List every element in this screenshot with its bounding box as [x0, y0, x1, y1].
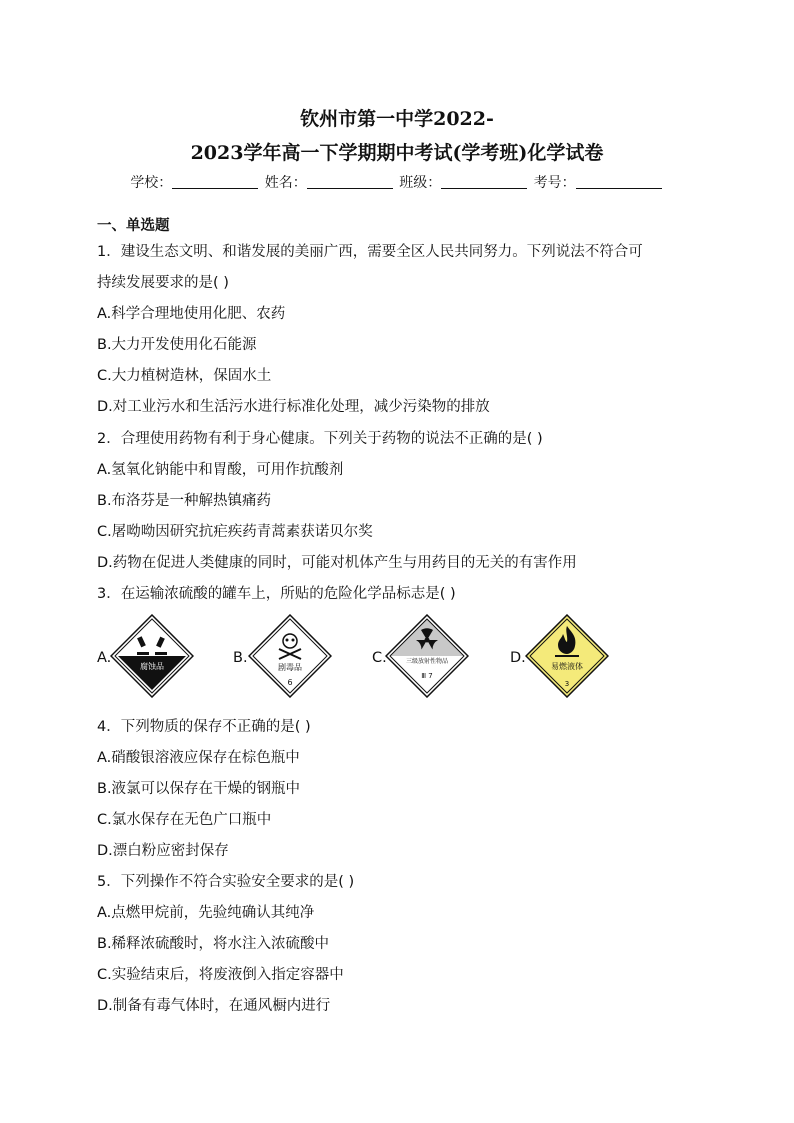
section-heading: 一、单选题 [97, 218, 170, 234]
radioactive-sign-number: Ⅲ 7 [421, 672, 433, 680]
q2-option-b: B.布洛芬是一种解热镇痛药 [97, 493, 272, 509]
q4-option-b: B.液氯可以保存在干燥的钢瓶中 [97, 781, 301, 797]
q1-option-c: C.大力植树造林，保固水土 [97, 368, 272, 384]
q4-option-a: A.硝酸银溶液应保存在棕色瓶中 [97, 750, 300, 766]
radioactive-sign-icon [385, 614, 469, 698]
flammable-liquid-sign-icon [525, 614, 609, 698]
flammable-sign-number: 3 [564, 680, 570, 688]
id-field-label: 考号： [533, 175, 576, 191]
class-field-blank[interactable] [441, 176, 527, 189]
q4-option-c: C.氯水保存在无色广口瓶中 [97, 812, 272, 828]
q2-stem: 2．合理使用药物有利于身心健康。下列关于药物的说法不正确的是( ) [97, 431, 543, 447]
student-info-row [0, 172, 794, 192]
exam-title-line2: 2023学年高一下学期期中考试(学考班)化学试卷 [190, 142, 604, 164]
q5-option-b: B.稀释浓硫酸时，将水注入浓硫酸中 [97, 936, 330, 952]
class-field-label: 班级： [399, 175, 442, 191]
q1-stem-line2: 持续发展要求的是( ) [97, 275, 229, 291]
q3-stem: 3．在运输浓硫酸的罐车上，所贴的危险化学品标志是( ) [97, 586, 456, 602]
q4-stem: 4．下列物质的保存不正确的是( ) [97, 719, 311, 735]
q2-option-c: C.屠呦呦因研究抗疟疾药青蒿素获诺贝尔奖 [97, 524, 373, 540]
q2-option-d: D.药物在促进人类健康的同时，可能对机体产生与用药目的无关的有害作用 [97, 555, 577, 571]
id-field-blank[interactable] [576, 176, 662, 189]
q5-stem: 5．下列操作不符合实验安全要求的是( ) [97, 874, 355, 890]
school-field-label: 学校： [130, 175, 173, 191]
q4-option-d: D.漂白粉应密封保存 [97, 843, 229, 859]
q1-option-a: A.科学合理地使用化肥、农药 [97, 306, 286, 322]
corrosive-sign-label: 腐蚀品 [140, 662, 164, 671]
exam-title-line1: 钦州市第一中学2022- [300, 108, 494, 130]
q1-stem-line1: 1．建设生态文明、和谐发展的美丽广西，需要全区人民共同努力。下列说法不符合可 [97, 244, 643, 260]
q2-option-a: A.氢氧化钠能中和胃酸，可用作抗酸剂 [97, 462, 344, 478]
q1-option-b: B.大力开发使用化石能源 [97, 337, 257, 353]
corrosive-sign-icon [110, 614, 194, 698]
school-field-blank[interactable] [172, 176, 258, 189]
q5-option-d: D.制备有毒气体时，在通风橱内进行 [97, 998, 331, 1014]
q1-option-d: D.对工业污水和生活污水进行标准化处理，减少污染物的排放 [97, 399, 490, 415]
q3-option-a-letter: A. [97, 650, 112, 666]
flammable-sign-label: 易燃液体 [551, 662, 583, 671]
name-field-label: 姓名： [264, 175, 307, 191]
q5-option-a: A.点燃甲烷前，先验纯确认其纯净 [97, 905, 315, 921]
q3-option-d-letter: D. [510, 650, 526, 666]
q3-option-c-letter: C. [372, 650, 387, 666]
toxic-sign-number: 6 [287, 678, 293, 687]
toxic-sign-icon [248, 614, 332, 698]
name-field-blank[interactable] [307, 176, 393, 189]
toxic-sign-label: 剧毒品 [278, 663, 302, 672]
radioactive-sign-label: 三级放射性物品 [405, 658, 449, 665]
q3-option-b-letter: B. [233, 650, 248, 666]
q5-option-c: C.实验结束后，将废液倒入指定容器中 [97, 967, 344, 983]
